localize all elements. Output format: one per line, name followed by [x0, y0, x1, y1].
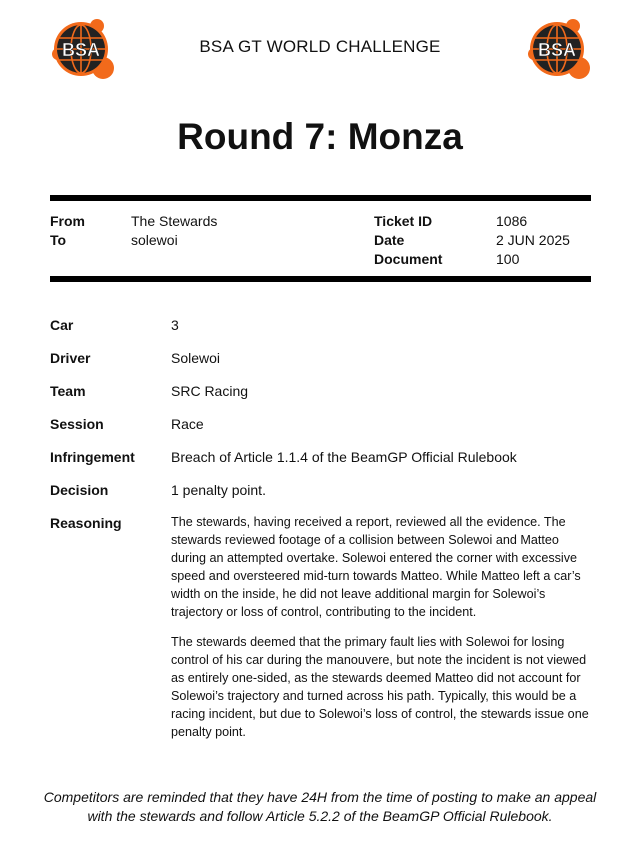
driver-value: Solewoi	[171, 350, 221, 366]
date-row	[374, 231, 570, 250]
event-title: Round 7: Monza	[177, 116, 463, 157]
ticket-label: Ticket ID	[374, 213, 433, 229]
ticket-row	[374, 212, 570, 231]
decision-row	[50, 480, 595, 500]
to-row	[50, 231, 217, 250]
divider-bottom	[50, 276, 591, 282]
date-value: 2 JUN 2025	[496, 232, 570, 248]
decision-value: 1 penalty point.	[171, 482, 266, 498]
document-value: 100	[496, 251, 520, 267]
decision-details	[50, 315, 595, 766]
team-row	[50, 381, 595, 401]
to-value: solewoi	[131, 232, 178, 248]
reasoning-paragraph: The stewards deemed that the primary fault lies with Solewoi for losing control of his car during the manouvere, but note the incident is not viewed as entirely one-sided, as the stewards deemed Matteo did not account for Solewoi’s trajectory and turned across his path. Typically, this would be a racing incident, but due to Solewoi’s loss of control, the stewards issue one penalty point.	[171, 635, 589, 739]
infringement-label: Infringement	[50, 449, 135, 465]
date-label: Date	[374, 232, 405, 248]
appeal-notice: Competitors are reminded that they have 24H from the time of posting to make an appeal with the stewards and follow Article 5.2.2 of the BeamGP Official Rulebook.	[43, 789, 597, 824]
from-to-block	[50, 212, 217, 250]
reasoning-paragraph: The stewards, having received a report, reviewed all the evidence. The stewards reviewed footage of a collision between Solewoi and Matteo during an attempted overtake. Solewoi entered the corner with excessive speed and oversteered mid-turn towards Matteo. While Matteo left a car’s width on the inside, he did not leave additional margin for Solewoi’s trajectory or loss of control, contributing to the incident.	[171, 515, 581, 619]
divider-top	[50, 195, 591, 201]
from-row	[50, 212, 217, 231]
team-value: SRC Racing	[171, 383, 249, 399]
reasoning-label: Reasoning	[50, 515, 122, 531]
car-row	[50, 315, 595, 335]
session-row	[50, 414, 595, 434]
to-label: To	[50, 232, 67, 248]
ticket-meta-block	[374, 212, 570, 269]
from-value: The Stewards	[131, 213, 218, 229]
reasoning-text	[171, 513, 595, 753]
driver-row	[50, 348, 595, 368]
decision-label: Decision	[50, 482, 109, 498]
car-value: 3	[171, 317, 179, 333]
logo-text: BSA	[537, 40, 577, 60]
logo-text: BSA	[61, 40, 101, 60]
team-label: Team	[50, 383, 86, 399]
driver-label: Driver	[50, 350, 91, 366]
car-label: Car	[50, 317, 74, 333]
ticket-value: 1086	[496, 213, 528, 229]
session-label: Session	[50, 416, 104, 432]
session-value: Race	[171, 416, 204, 432]
from-label: From	[50, 213, 85, 229]
series-title: BSA GT WORLD CHALLENGE	[199, 37, 441, 56]
reasoning-row	[50, 513, 595, 753]
infringement-value: Breach of Article 1.1.4 of the BeamGP Official Rulebook	[171, 449, 517, 465]
document-label: Document	[374, 251, 443, 267]
infringement-row	[50, 447, 595, 467]
document-row	[374, 250, 570, 269]
